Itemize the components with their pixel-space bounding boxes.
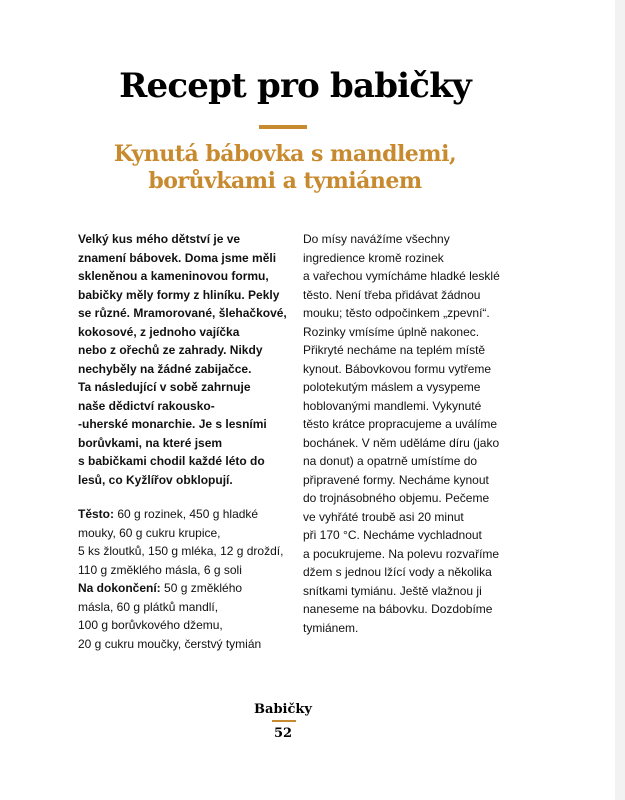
intro-line: babičky měly formy z hliníku. Pekly <box>78 287 280 302</box>
subtitle-line: borůvkami a tymiánem <box>148 168 422 194</box>
method-line: připravené formy. Necháme kynout <box>303 472 489 487</box>
ingredients-line: 100 g borůvkového džemu, <box>78 618 223 632</box>
ingredients-block <box>78 505 293 653</box>
intro-paragraph <box>78 230 293 489</box>
method-line: kynout. Bábovkovou formu vytřeme <box>303 361 492 376</box>
ingredients-line <box>78 579 293 598</box>
finish-label: Na dokončení: <box>78 581 161 595</box>
intro-line: naše dědictví rakousko- <box>78 398 215 413</box>
intro-line: kokosové, z jednoho vajíčka <box>78 324 240 339</box>
page-number: 52 <box>273 726 293 741</box>
method-line: do trojnásobného objemu. Pečeme <box>303 491 490 505</box>
subtitle-line: Kynutá bábovka s mandlemi, <box>113 141 457 167</box>
method-line: džem s jednou lžící vody a několika <box>303 565 492 579</box>
method-paragraph <box>303 230 528 637</box>
method-line: Do mísy navážíme všechny <box>303 232 450 246</box>
ingredients-line: mouky, 60 g cukru krupice, <box>78 525 221 540</box>
method-line: a pocukrujeme. Na polevu rozvaříme <box>303 546 500 561</box>
title-divider <box>259 125 307 129</box>
method-line: na donut) a opatrně umístíme do <box>303 454 478 468</box>
method-line: při 170 °C. Necháme vychladnout <box>303 528 482 542</box>
method-line: těsto krátce propracujeme a uválíme <box>303 417 498 431</box>
ingredients-line: 20 g cukru moučky, čerstvý tymián <box>78 636 262 651</box>
method-line: naneseme na bábovku. Dozdobíme <box>303 602 493 616</box>
dough-label: Těsto: <box>78 507 114 521</box>
intro-line: nebo z ořechů ze zahrady. Nikdy <box>78 343 263 357</box>
ingredients-line: 110 g změklého másla, 6 g soli <box>78 562 242 577</box>
recipe-subtitle <box>0 141 570 195</box>
ingredients-text: 50 g změklého <box>160 581 243 595</box>
method-line: hoblovanými mandlemi. Vykynuté <box>303 398 482 413</box>
method-line: Přikryté necháme na teplém místě <box>303 343 486 357</box>
method-line: a vařechou vymícháme hladké lesklé <box>303 269 500 283</box>
ingredients-text: 60 g rozinek, 450 g hladké <box>114 507 259 521</box>
intro-line: s babičkami chodil každé léto do <box>78 454 265 468</box>
intro-line: -uherské monarchie. Je s lesními <box>78 417 267 431</box>
method-line: polotekutým máslem a vysypeme <box>303 380 481 394</box>
intro-line: borůvkami, na které jsem <box>78 435 223 450</box>
intro-line: znamení bábovek. Doma jsme měli <box>78 250 277 265</box>
page-title: Recept pro babičky <box>119 66 471 106</box>
method-line: Rozinky vmísíme úplně nakonec. <box>303 324 480 339</box>
ingredients-line: 5 ks žloutků, 150 g mléka, 12 g droždí, <box>78 544 284 558</box>
page-edge-shadow <box>615 0 625 800</box>
intro-line: Velký kus mého dětství je ve <box>78 232 241 246</box>
intro-line: se různé. Mramorované, šlehačkové, <box>78 306 287 320</box>
method-line: snítkami tymiánu. Ještě vlažnou ji <box>303 583 482 598</box>
intro-line: nechyběly na žádné zabijačce. <box>78 361 252 376</box>
ingredients-line <box>78 505 293 524</box>
footer-section-label: Babičky <box>254 702 312 717</box>
method-line: těsto. Není třeba přidávat žádnou <box>303 287 481 302</box>
method-line: mouku; těsto odpočinkem „zpevní“. <box>303 306 490 320</box>
intro-line: Ta následující v sobě zahrnuje <box>78 380 251 394</box>
method-line: ve vyhřáté troubě asi 20 minut <box>303 509 464 524</box>
intro-line: lesů, co Kyžlířov obklopují. <box>78 472 233 487</box>
footer-divider <box>272 720 296 722</box>
method-line: bochánek. V něm uděláme díru (jako <box>303 435 500 450</box>
method-line: ingredience kromě rozinek <box>303 250 444 265</box>
ingredients-line: másla, 60 g plátků mandlí, <box>78 599 219 614</box>
method-line: tymiánem. <box>303 620 359 635</box>
intro-line: skleněnou a kameninovou formu, <box>78 269 269 283</box>
